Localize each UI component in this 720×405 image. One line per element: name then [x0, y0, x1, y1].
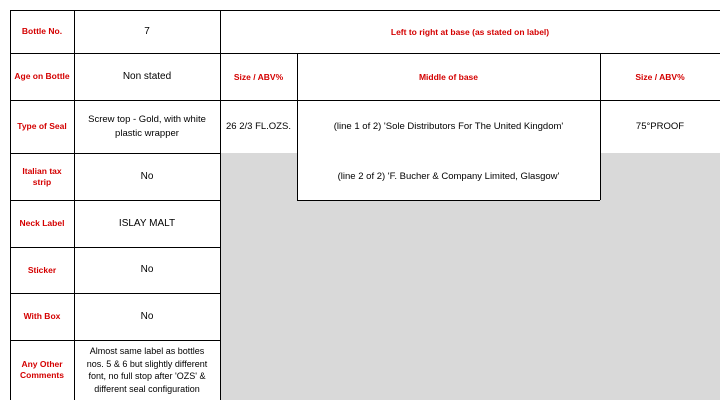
grid-line: [10, 10, 11, 400]
base-header: Left to right at base (as stated on label): [390, 26, 550, 37]
grid-line: [220, 10, 221, 400]
label-italian-tax-strip: Italian tax strip: [22, 165, 62, 187]
size-right-value: 75°PROOF: [635, 120, 685, 132]
label-sticker: Sticker: [27, 264, 57, 275]
size-left-header: Size / ABV%: [233, 71, 284, 82]
grid-line: [297, 200, 600, 201]
grid-line: [74, 10, 75, 400]
size-left-value: 26 2/3 FL.OZS.: [226, 120, 291, 132]
label-any-other-comments: Any Other Comments: [20, 359, 64, 380]
grid-line: [297, 53, 298, 200]
value-sticker: No: [140, 264, 154, 275]
grid-line: [10, 340, 220, 341]
middle-line2: (line 2 of 2) 'F. Bucher & Company Limited, Glasgow': [337, 170, 560, 182]
label-type-of-seal: Type of Seal: [17, 121, 67, 131]
grid-line: [10, 247, 220, 248]
value-any-other-comments: Almost same label as bottles nos. 5 & 6 but slightly different font, no full stop after 'OZS' & different seal configuration: [86, 346, 208, 394]
grid-line: [10, 153, 220, 154]
value-age-on-bottle: Non stated: [122, 70, 172, 82]
label-neck-label: Neck Label: [19, 218, 65, 228]
grid-line: [10, 293, 220, 294]
grid-line: [600, 53, 601, 200]
grid-line: [10, 100, 720, 101]
value-with-box: No: [140, 310, 154, 322]
grid-line: [10, 53, 720, 54]
value-neck-label: ISLAY MALT: [118, 217, 176, 229]
label-with-box: With Box: [23, 311, 61, 321]
value-italian-tax-strip: No: [140, 170, 154, 182]
middle-of-base-header: Middle of base: [418, 71, 479, 82]
grid-line: [10, 10, 720, 11]
middle-line1: (line 1 of 2) 'Sole Distributors For The United Kingdom': [333, 120, 564, 132]
label-age-on-bottle: Age on Bottle: [14, 71, 70, 81]
value-bottle-no: 7: [144, 25, 150, 37]
grid-line: [10, 200, 220, 201]
value-type-of-seal: Screw top - Gold, with white plastic wrapper: [88, 113, 206, 139]
label-bottle-no: Bottle No.: [21, 26, 63, 36]
size-right-header: Size / ABV%: [635, 71, 685, 82]
